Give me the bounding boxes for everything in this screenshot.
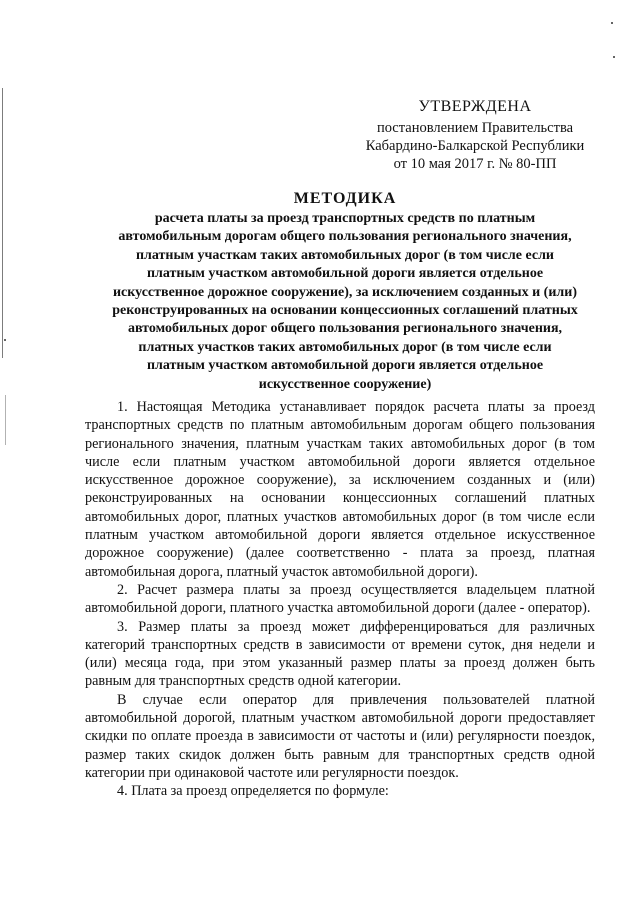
approval-line: постановлением Правительства bbox=[376, 120, 574, 136]
approval-heading: УТВЕРЖДЕНА bbox=[418, 98, 532, 115]
approval-line: от 10 мая 2017 г. № 80-ПП bbox=[393, 156, 557, 172]
subtitle-line: автомобильным дорогам общего пользования регионального значения, bbox=[118, 229, 572, 245]
subtitle-line: платным участком автомобильной дороги является отдельное bbox=[146, 358, 544, 374]
subtitle-line: искусственное сооружение) bbox=[258, 376, 432, 392]
subtitle-line: платным участкам таких автомобильных дорог (в том числе если bbox=[135, 247, 554, 263]
scan-edge-mark bbox=[2, 88, 3, 358]
document-header bbox=[85, 190, 605, 394]
subtitle-line: автомобильных дорог общего пользования регионального значения, bbox=[127, 321, 563, 337]
document-subtitle bbox=[85, 210, 605, 394]
subtitle-line: расчета платы за проезд транспортных средств по платным bbox=[154, 211, 536, 226]
document-title: МЕТОДИКА bbox=[293, 190, 397, 207]
scan-speck bbox=[613, 56, 615, 58]
subtitle-line: платных участков таких автомобильных дорог (в том числе если bbox=[138, 339, 552, 355]
approval-stamp bbox=[350, 98, 600, 173]
paragraph: 3. Размер платы за проезд может дифференцироваться для различных категорий транспортных средств в зависимости от времени суток, дня недели и (или) месяца года, при этом указанный размер платы за проезд должен быть равным для транспортных средств одной категории. bbox=[85, 618, 595, 690]
paragraph: 2. Расчет размера платы за проезд осуществляется владельцем платной автомобильной дороги, платного участка автомобильной дороги (далее - оператор). bbox=[85, 581, 595, 617]
scan-speck bbox=[4, 339, 6, 341]
document-body bbox=[85, 398, 595, 801]
scan-edge-mark bbox=[5, 395, 6, 445]
paragraph: 4. Плата за проезд определяется по формуле: bbox=[117, 783, 389, 800]
approval-line: Кабардино-Балкарской Республики bbox=[365, 138, 585, 154]
subtitle-line: реконструированных на основании концессионных соглашений платных bbox=[112, 303, 578, 319]
paragraph: В случае если оператор для привлечения пользователей платной автомобильной дорогой, платным участком автомобильной дороги предоставляет скидки по оплате проезда в зависимости от частоты и (или) регулярности поездок, размер таких скидок должен быть равным для транспортных средств одной категории при одинаковой частоте или регулярности поездок. bbox=[85, 691, 595, 781]
subtitle-line: платным участком автомобильной дороги является отдельное bbox=[146, 266, 544, 282]
scan-speck bbox=[611, 22, 613, 24]
subtitle-line: искусственное дорожное сооружение), за исключением созданных и (или) bbox=[112, 284, 577, 300]
paragraph: 1. Настоящая Методика устанавливает порядок расчета платы за проезд транспортных средств по платным автомобильным дорогам общего пользования регионального значения, платным участкам таких автомобильных дорог (в том числе если платным участком автомобильной дороги является отдельное искусственное дорожное сооружение), за исключением созданных и (или) реконструированных на основании концессионных соглашений платных автомобильных дорог, платных участков автомобильных дорог (в том числе если платным участком автомобильной дороги является отдельное искусственное дорожное сооружение) (далее соответственно - плата за проезд, платная автомобильная дорога, платный участок автомобильной дороги). bbox=[85, 399, 595, 580]
